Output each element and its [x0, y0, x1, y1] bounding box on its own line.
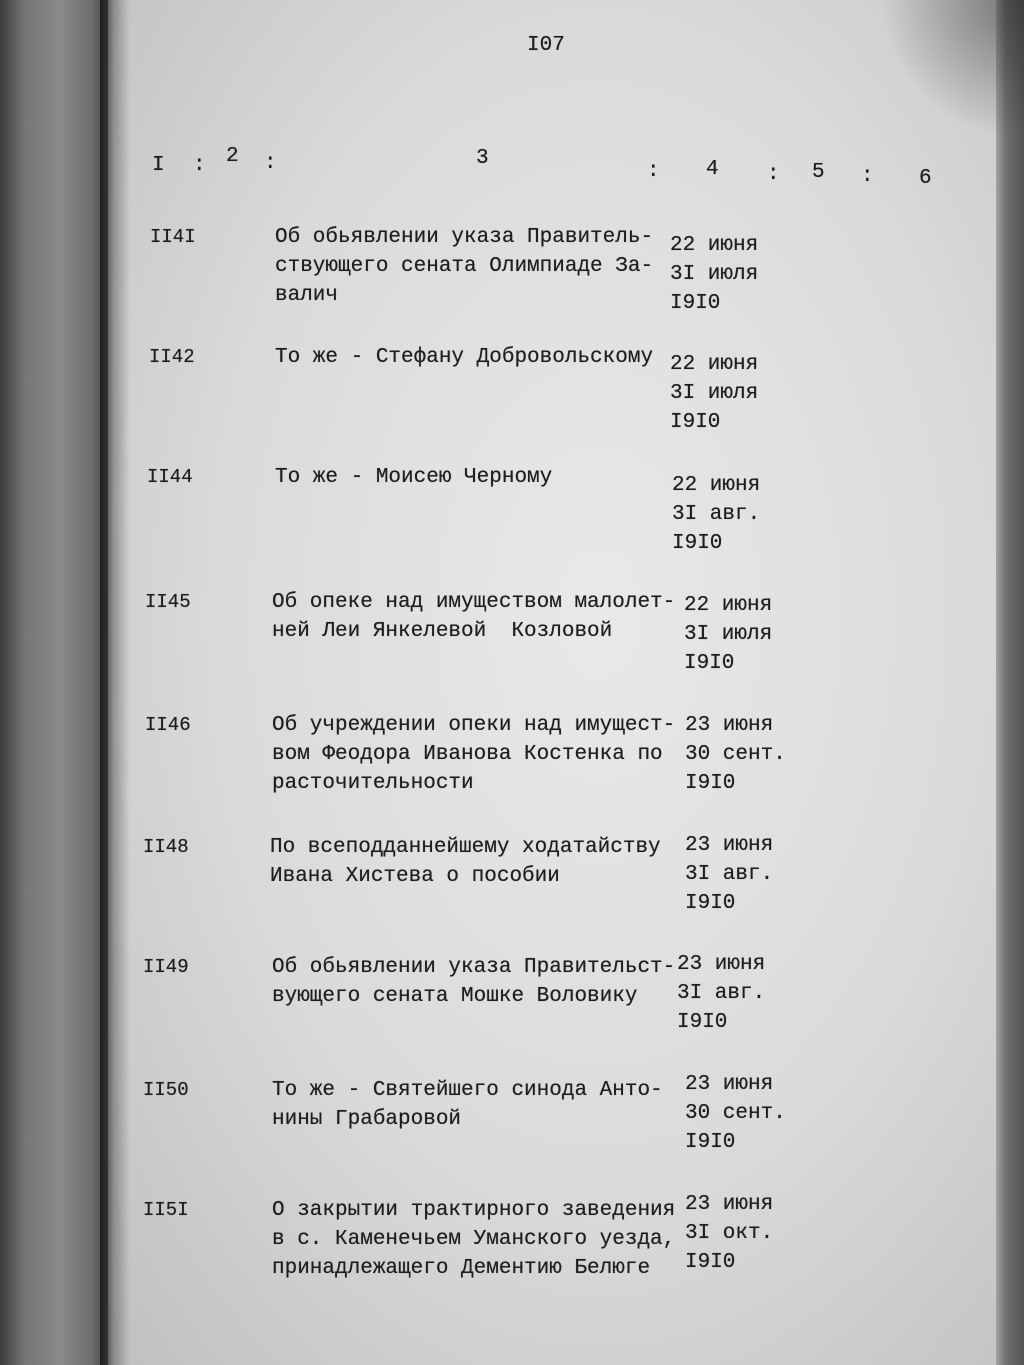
entry-dates — [685, 831, 773, 918]
entry-number: II4I — [150, 226, 196, 248]
entry-number: II44 — [147, 466, 193, 488]
entry-dates — [685, 711, 786, 798]
entry-title-line: Об учреждении опеки над имущест- — [272, 714, 676, 737]
entry-start-date: 22 июня — [670, 353, 759, 376]
entry-start-date: 23 июня — [685, 834, 774, 857]
entry-end-date: 30 сент. — [685, 1102, 786, 1125]
entry-title — [270, 833, 661, 891]
entry-title-line: Об обьявлении указа Правитель- — [275, 226, 654, 249]
entry-year: I9I0 — [670, 411, 721, 434]
entry-start-date: 23 июня — [677, 953, 766, 976]
inventory-entry — [0, 588, 1024, 688]
column-separator: : — [647, 160, 660, 183]
entry-number: II50 — [143, 1079, 189, 1101]
entry-title-line: То же - Моисею Черному — [275, 466, 553, 489]
entry-start-date: 23 июня — [685, 1073, 774, 1096]
entry-year: I9I0 — [685, 772, 736, 795]
entry-title — [275, 463, 552, 492]
entry-title-line: То же - Стефану Добровольскому — [275, 346, 654, 369]
entry-title-line: По всеподданнейшему ходатайству — [270, 836, 661, 859]
entry-title-line: ствующего сената Олимпиаде За- — [275, 255, 654, 278]
entry-dates — [685, 1190, 773, 1277]
column-header-6: 6 — [919, 167, 932, 190]
entry-number: II42 — [149, 346, 195, 368]
column-separator: : — [767, 163, 780, 186]
entry-title — [275, 223, 653, 310]
column-header-2: 2 — [226, 145, 239, 168]
entry-start-date: 22 июня — [672, 474, 761, 497]
entry-dates — [670, 231, 758, 318]
entry-title — [272, 1076, 663, 1134]
entry-title-line: в с. Каменечьем Уманского уезда, — [272, 1228, 676, 1251]
entry-end-date: 3I окт. — [685, 1222, 774, 1245]
entry-end-date: 3I июля — [670, 263, 759, 286]
entry-start-date: 23 июня — [685, 714, 774, 737]
entry-end-date: 3I июля — [670, 382, 759, 405]
entry-number: II49 — [143, 956, 189, 978]
page-number: I07 — [527, 34, 565, 57]
entry-dates — [685, 1070, 786, 1157]
entry-year: I9I0 — [685, 1131, 736, 1154]
entry-title-line: Ивана Хистева о пособии — [270, 865, 560, 888]
entry-year: I9I0 — [684, 652, 735, 675]
entry-year: I9I0 — [685, 1251, 736, 1274]
entry-title-line: ней Леи Янкелевой Козловой — [272, 620, 613, 643]
inventory-entry — [0, 223, 1024, 323]
entry-dates — [677, 950, 765, 1037]
entry-end-date: 3I авг. — [685, 863, 774, 886]
entry-end-date: 3I авг. — [672, 503, 761, 526]
entry-number: II46 — [145, 714, 191, 736]
entry-title — [275, 343, 653, 372]
entry-year: I9I0 — [677, 1011, 728, 1034]
entry-year: I9I0 — [670, 292, 721, 315]
column-header-4: 4 — [706, 158, 719, 181]
entry-number: II5I — [143, 1199, 189, 1221]
inventory-entry — [0, 343, 1024, 443]
entry-title-line: вом Феодора Иванова Костенка по — [272, 743, 663, 766]
entry-dates — [684, 591, 772, 678]
entry-title — [272, 953, 675, 1011]
entry-start-date: 22 июня — [670, 234, 759, 257]
column-separator: : — [193, 154, 206, 177]
entry-title-line: О закрытии трактирного заведения — [272, 1199, 676, 1222]
entry-dates — [670, 350, 758, 437]
entry-title-line: вующего сената Мошке Воловику — [272, 985, 638, 1008]
entry-end-date: 3I авг. — [677, 982, 766, 1005]
entry-title-line: нины Грабаровой — [272, 1108, 462, 1131]
inventory-entry — [0, 833, 1024, 933]
inventory-entry — [0, 711, 1024, 811]
entry-title-line: Об опеке над имуществом малолет- — [272, 591, 676, 614]
entry-title — [272, 711, 675, 798]
entry-title-line: То же - Святейшего синода Анто- — [272, 1079, 663, 1102]
corner-shadow — [880, 0, 1024, 140]
entry-title-line: принадлежащего Дементию Белюге — [272, 1257, 651, 1280]
column-separator: : — [861, 165, 874, 188]
entry-title-line: Об обьявлении указа Правительст- — [272, 956, 676, 979]
entry-number: II45 — [145, 591, 191, 613]
entry-end-date: 30 сент. — [685, 743, 786, 766]
column-header-3: 3 — [476, 147, 489, 170]
entry-dates — [672, 471, 760, 558]
entry-end-date: 3I июля — [684, 623, 773, 646]
inventory-entry — [0, 463, 1024, 563]
entry-year: I9I0 — [685, 892, 736, 915]
entry-number: II48 — [143, 836, 189, 858]
entry-title — [272, 1196, 675, 1283]
inventory-entry — [0, 953, 1024, 1053]
entry-title — [272, 588, 675, 646]
inventory-entry — [0, 1073, 1024, 1176]
column-separator: : — [264, 152, 277, 175]
column-header-5: 5 — [812, 161, 825, 184]
entry-start-date: 22 июня — [684, 594, 773, 617]
entry-title-line: расточительности — [272, 772, 474, 795]
entry-title-line: валич — [275, 284, 339, 307]
entry-start-date: 23 июня — [685, 1193, 774, 1216]
column-header-1: I — [152, 154, 165, 177]
entry-year: I9I0 — [672, 532, 723, 555]
inventory-entry — [0, 1193, 1024, 1296]
